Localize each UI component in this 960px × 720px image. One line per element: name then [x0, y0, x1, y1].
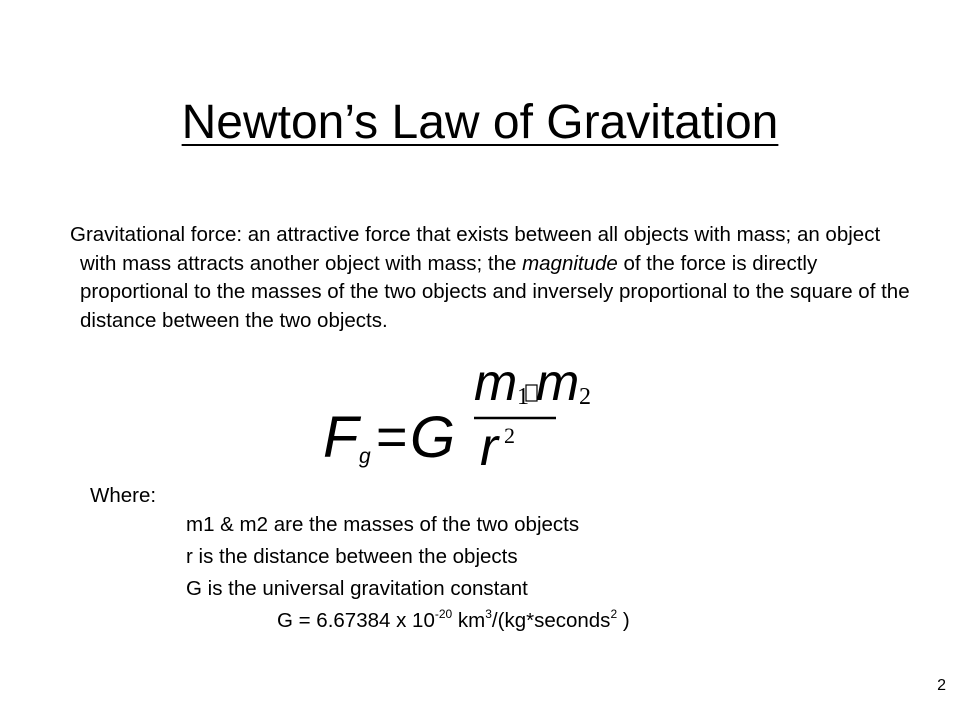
- definition-emphasis: magnitude: [522, 251, 618, 275]
- formula-index1: 1: [517, 384, 529, 410]
- formula-denominator-r: r: [480, 417, 498, 477]
- slide-title: Newton’s Law of Gravitation: [181, 96, 779, 149]
- definition-text-1: Gravitational force: an attractive force that exists between all objects with mass; an object with mass attracts another object with mass; the: [70, 223, 881, 275]
- where-block: [90, 481, 156, 510]
- g-value-prefix: G = 6.67384 x 10: [277, 609, 435, 632]
- formula-numerator-m1: m: [474, 354, 518, 412]
- g-value-unit-rest: /(kg*seconds: [491, 609, 611, 632]
- g-value-exponent2: 3: [485, 607, 492, 621]
- where-line-constant: G is the universal gravitation constant: [186, 577, 528, 600]
- definition-text-2: of the force is directly proportional to the masses of the two objects and inversely proportional to the square of the distance between the two objects.: [80, 251, 910, 332]
- definition-paragraph: [70, 221, 910, 335]
- formula-multiply-box: [526, 385, 537, 401]
- formula-equals: =: [376, 407, 408, 467]
- where-line-distance: r is the distance between the objects: [186, 545, 518, 568]
- formula-index2: 2: [579, 384, 591, 410]
- where-label: Where:: [90, 484, 157, 507]
- g-value-suffix: ): [617, 609, 630, 632]
- g-value-exponent3: 2: [610, 607, 618, 621]
- where-line-masses: m1 & m2 are the masses of the two objects: [186, 513, 580, 536]
- formula-lhs-f: F: [323, 405, 359, 470]
- formula-exponent: 2: [504, 423, 515, 448]
- formula-numerator-m2: m: [536, 354, 580, 412]
- page-number: 2: [937, 677, 946, 694]
- gravitational-constant-value: [277, 606, 630, 635]
- formula-lhs-subscript: g: [359, 445, 371, 468]
- formula-constant-g: G: [410, 405, 456, 470]
- g-value-unit-km: km: [452, 609, 486, 632]
- g-value-exponent1: -20: [434, 607, 453, 621]
